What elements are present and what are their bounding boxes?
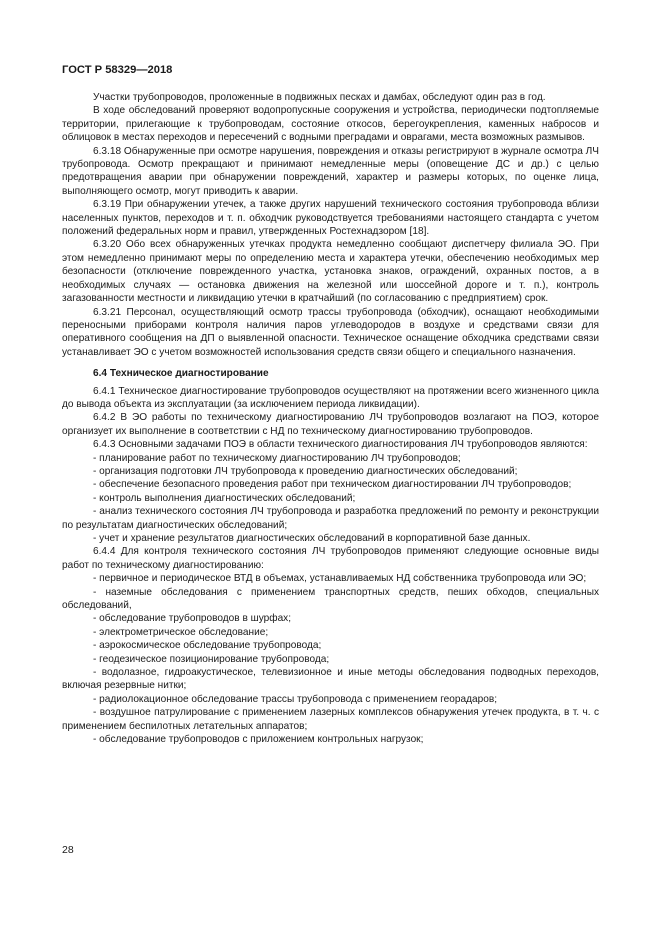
list-item: - наземные обследования с применением транспортных средств, пеших обходов, специальных обследований, <box>62 586 599 612</box>
paragraph: 6.4.3 Основными задачами ПОЭ в области технического диагностирования ЛЧ трубопроводов являются: <box>93 439 588 451</box>
list-item: - организация подготовки ЛЧ трубопровода к проведению диагностических обследований; <box>93 465 518 477</box>
paragraph: 6.4.2 В ЭО работы по техническому диагностированию ЛЧ трубопроводов возлагают на ПОЭ, которое организует их выполнение в соответствии с НД по техническому диагностированию трубопроводов. <box>62 412 599 437</box>
list-item: - анализ технического состояния ЛЧ трубопровода и разработка предложений по ремонту и реконструкции по результатам диагностических обследований; <box>62 506 599 531</box>
list-item: - учет и хранение результатов диагностических обследований в корпоративной базе данных. <box>93 533 531 544</box>
paragraph: 6.3.19 При обнаружении утечек, а также других нарушений технического состояния трубопровода вблизи населенных пунктов, переходов и т. п. обходчик руководствуется требованиями настоящего стандарта с учетом положений федеральных норм и правил, утвержденных Ростехнадзором [18]. <box>62 199 599 238</box>
list-item: - обследование трубопроводов с приложением контрольных нагрузок; <box>93 734 424 746</box>
list-item: - контроль выполнения диагностических обследований; <box>93 492 356 504</box>
paragraph: 6.3.18 Обнаруженные при осмотре нарушения, повреждения и отказы регистрируют в журнале осмотра ЛЧ трубопровода. Осмотр прекращают и принимают немедленные меры (оповещение ДС и др.) с целью предотвращения аварии при обнаружении повреждений, характер и размеры которых, по оценке лица, выполняющего осмотр, могут приводить к аварии. <box>62 145 599 197</box>
list-item: - обеспечение безопасного проведения работ при техническом диагностировании ЛЧ трубопроводов; <box>93 479 572 491</box>
section-heading: 6.4 Техническое диагностирование <box>93 368 269 380</box>
list-item: - обследование трубопроводов в шурфах; <box>93 613 292 625</box>
paragraph: 6.3.21 Персонал, осуществляющий осмотр трассы трубопровода (обходчик), оснащают необходимыми переносными приборами контроля наличия паров углеводородов в воздухе и средствами связи для оперативного сообщения на ДП о выявленной опасности. Техническое оснащение обходчика средствами связи устанавливает ЭО с учетом возможностей использования средств связи общего и специального назначения. <box>62 306 599 358</box>
paragraph: 6.4.4 Для контроля технического состояния ЛЧ трубопроводов применяют следующие основные виды работ по техническому диагностированию: <box>62 546 599 571</box>
paragraph: 6.4.1 Техническое диагностирование трубопроводов осуществляют на протяжении всего жизненного цикла до вывода объекта из эксплуатации (за исключением периода ликвидации). <box>62 385 599 410</box>
document-body <box>62 91 599 747</box>
list-item: - первичное и периодическое ВТД в объемах, устанавливаемых НД собственника трубопровода или ЭО; <box>93 573 587 585</box>
document-header: ГОСТ Р 58329—2018 <box>62 64 173 76</box>
paragraph: Участки трубопроводов, проложенные в подвижных песках и дамбах, обследуют один раз в год. <box>93 92 546 103</box>
paragraph: 6.3.20 Обо всех обнаруженных утечках продукта немедленно сообщают диспетчеру филиала ЭО. При этом немедленно принимают меры по определению места и характера утечки, обеспечению необходимых мер безопасности (отключение поврежденного участка, установка знаков, ограждений, охранных постов, а в необходимых случаях — остановка движения на железной или шоссейной дороге и т. п.), контроль загазованности местности и ликвидацию утечки в кратчайший (по согласованию с предприятием) срок. <box>62 239 599 305</box>
list-item: - радиолокационное обследование трассы трубопровода с применением георадаров; <box>93 693 498 705</box>
list-item: - воздушное патрулирование с применением лазерных комплексов обнаружения утечек продукта, в т. ч. с применением беспилотных летательных аппаратов; <box>62 707 599 732</box>
page-number: 28 <box>62 844 74 856</box>
list-item: - электрометрическое обследование; <box>93 626 269 638</box>
list-item: - планирование работ по техническому диагностированию ЛЧ трубопроводов; <box>93 452 461 464</box>
list-item: - водолазное, гидроакустическое, телевизионное и иные методы обследования подводных переходов, включая резервные нитки; <box>62 667 599 692</box>
list-item: - геодезическое позиционирование трубопровода; <box>93 653 330 665</box>
paragraph: В ходе обследований проверяют водопропускные сооружения и устройства, периодически подтопляемые территории, прилегающие к трубопроводам, состояние откосов, берегоукрепления, каменных набросов и облицовок в местах переходов и пересечений с водными преградами и оврагами, места возможных размывов. <box>62 105 599 144</box>
list-item: - аэрокосмическое обследование трубопровода; <box>93 640 322 652</box>
